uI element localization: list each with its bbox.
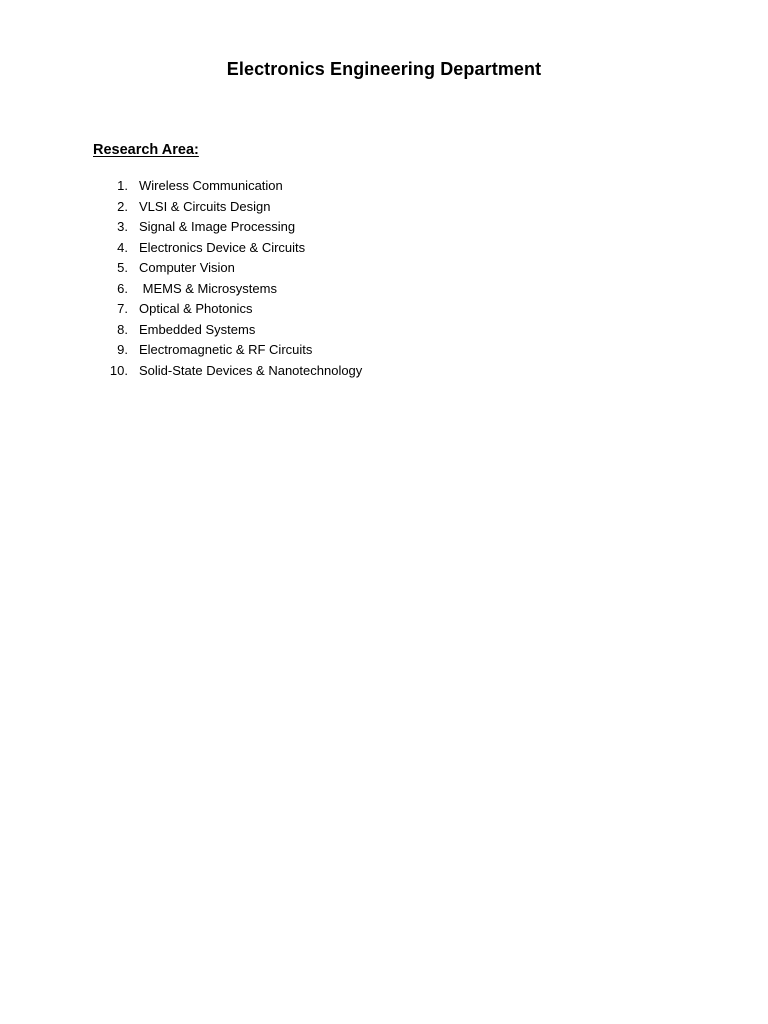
list-item-number: 8. (117, 321, 128, 337)
list-item-number: 6. (117, 280, 128, 296)
list-item-label: Electromagnetic & RF Circuits (139, 342, 313, 357)
list-item-number: 5. (117, 260, 128, 275)
list-item-label: Wireless Communication (139, 178, 283, 193)
page-title: Electronics Engineering Department (226, 59, 542, 79)
list-item-label: MEMS & Microsystems (139, 280, 277, 296)
list-item-label: Optical & Photonics (139, 301, 253, 316)
list-item-label: Embedded Systems (139, 321, 256, 337)
list-item-number: 3. (117, 219, 128, 234)
list-item-label: VLSI & Circuits Design (139, 198, 271, 214)
research-area-heading: Research Area: (93, 142, 199, 158)
list-item-label: Computer Vision (139, 260, 235, 275)
list-item-number: 2. (117, 198, 128, 214)
list-item-number: 10. (109, 362, 128, 378)
list-item-number: 7. (117, 301, 128, 316)
list-item-number: 1. (117, 178, 128, 193)
list-item-label: Solid-State Devices & Nanotechnology (139, 362, 363, 378)
list-item-label: Signal & Image Processing (139, 219, 296, 234)
list-item-label: Electronics Device & Circuits (139, 239, 306, 255)
list-item-number: 4. (117, 239, 128, 255)
list-item-number: 9. (117, 342, 128, 357)
